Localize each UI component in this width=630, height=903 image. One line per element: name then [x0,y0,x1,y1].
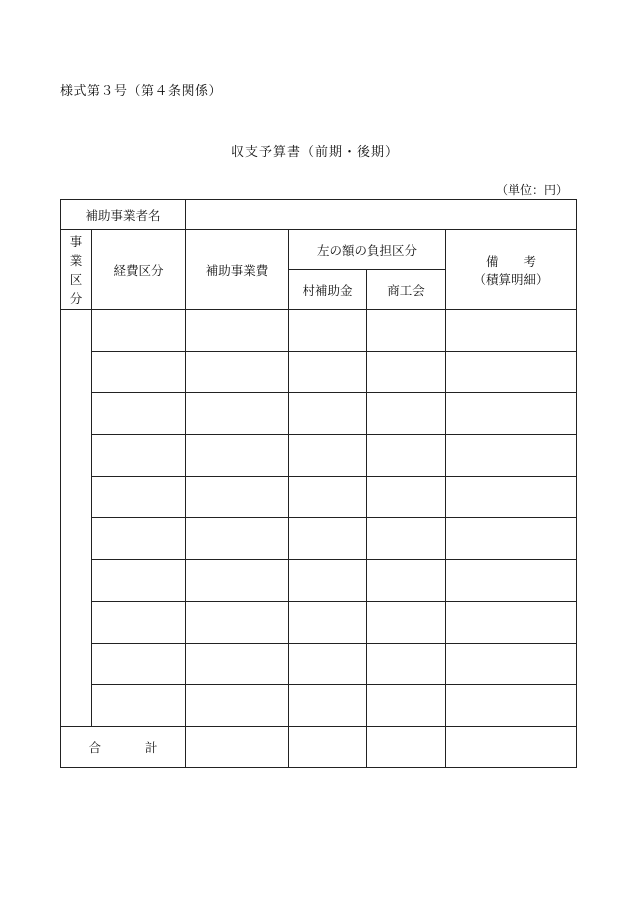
project-cost-header: 補助事業費 [186,230,289,310]
expense-cell[interactable] [92,393,186,435]
category-char: 業 [69,252,83,268]
commerce-cell[interactable] [367,643,446,685]
applicant-row [61,200,577,230]
commerce-cell[interactable] [367,685,446,727]
project-category-header [61,230,92,310]
expense-cell[interactable] [92,685,186,727]
total-label [61,726,186,767]
village-cell[interactable] [289,560,367,602]
category-char: 区 [69,271,83,287]
remarks-cell[interactable] [446,560,577,602]
total-commerce-cell[interactable] [367,726,446,767]
cost-cell[interactable] [186,601,289,643]
cost-cell[interactable] [186,435,289,477]
village-cell[interactable] [289,476,367,518]
cost-cell[interactable] [186,310,289,352]
expense-cell[interactable] [92,643,186,685]
category-char: 事 [69,233,83,249]
table-row [61,393,577,435]
cost-cell[interactable] [186,351,289,393]
village-cell[interactable] [289,393,367,435]
remarks-cell[interactable] [446,643,577,685]
table-row [61,476,577,518]
applicant-label: 補助事業者名 [61,200,186,230]
commerce-cell[interactable] [367,310,446,352]
expense-cell[interactable] [92,435,186,477]
expense-cell[interactable] [92,560,186,602]
applicant-value[interactable] [186,200,577,230]
remarks-cell[interactable] [446,518,577,560]
cost-cell[interactable] [186,560,289,602]
cost-cell[interactable] [186,685,289,727]
total-char: 計 [145,739,158,755]
commerce-cell[interactable] [367,351,446,393]
village-cell[interactable] [289,310,367,352]
unit-label: （単位：円） [495,183,568,197]
remarks-cell[interactable] [446,601,577,643]
cost-cell[interactable] [186,393,289,435]
table-row [61,601,577,643]
form-number: 様式第３号（第４条関係） [60,84,223,99]
table-row [61,560,577,602]
table-row [61,310,577,352]
remarks-cell[interactable] [446,393,577,435]
village-cell[interactable] [289,518,367,560]
table-row [61,435,577,477]
budget-table [60,199,577,768]
village-subsidy-header: 村補助金 [289,270,367,310]
header-row-1 [61,230,577,270]
expense-cell[interactable] [92,476,186,518]
commerce-cell[interactable] [367,435,446,477]
project-category-cell[interactable] [61,310,92,727]
village-cell[interactable] [289,643,367,685]
remarks-header [446,230,577,310]
village-cell[interactable] [289,601,367,643]
commerce-cell[interactable] [367,393,446,435]
commerce-cell[interactable] [367,601,446,643]
commerce-cell[interactable] [367,476,446,518]
commerce-cell[interactable] [367,518,446,560]
total-village-cell[interactable] [289,726,367,767]
village-cell[interactable] [289,351,367,393]
expense-cell[interactable] [92,351,186,393]
cost-cell[interactable] [186,518,289,560]
village-cell[interactable] [289,435,367,477]
table-row [61,643,577,685]
total-remarks-cell[interactable] [446,726,577,767]
commerce-cell[interactable] [367,560,446,602]
table-row [61,685,577,727]
total-cost-cell[interactable] [186,726,289,767]
expense-cell[interactable] [92,518,186,560]
cost-cell[interactable] [186,476,289,518]
expense-category-header: 経費区分 [92,230,186,310]
remarks-cell[interactable] [446,685,577,727]
table-row [61,518,577,560]
burden-header: 左の額の負担区分 [289,230,446,270]
document-title: 収支予算書（前期・後期） [230,145,399,160]
remarks-cell[interactable] [446,435,577,477]
remarks-cell[interactable] [446,310,577,352]
expense-cell[interactable] [92,601,186,643]
remarks-sublabel: （積算明細） [473,271,549,287]
commerce-association-header: 商工会 [367,270,446,310]
remarks-label: 備 考 [486,253,537,269]
total-char: 合 [88,739,101,755]
category-char: 分 [69,290,83,306]
expense-cell[interactable] [92,310,186,352]
remarks-cell[interactable] [446,351,577,393]
cost-cell[interactable] [186,643,289,685]
remarks-cell[interactable] [446,476,577,518]
table-row [61,351,577,393]
village-cell[interactable] [289,685,367,727]
total-row [61,726,577,767]
